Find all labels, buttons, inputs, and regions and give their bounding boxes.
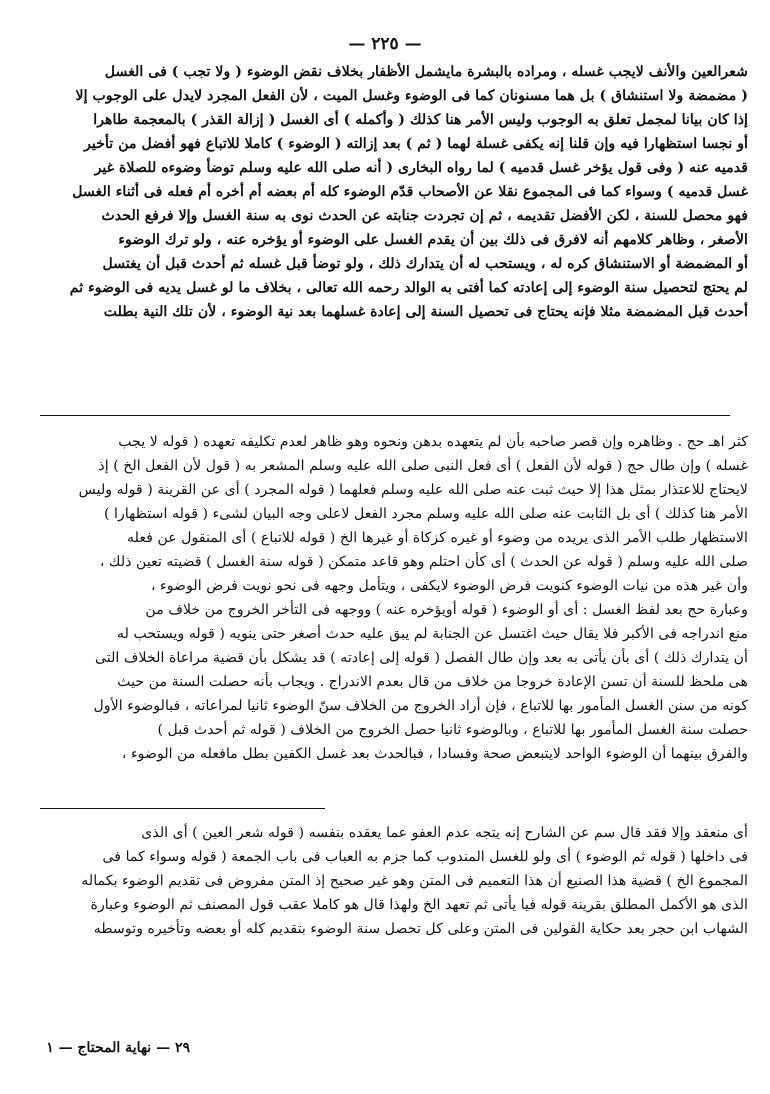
text-line: كثر اهـ حج . وظاهره وإن قصر صاحبه بأن لم يتعهده بدهن ونحوه وهو ظاهر لعدم تكليفه تعهده ( قوله لا يجب [118,434,748,450]
text-line: أو المضمضة أو الاستنشاق كره له ، ويستحب له أن يتدارك ذلك ، ولو توضأ قبل غسله ثم أحدث قبل أن يغتسل [102,256,748,272]
text-line: فهو محصل للسنة ، لكن الأفضل تقديمه ، ثم إن تجردت جنابته عن الحدث نوى به سنة الغسل وإلا فرفع الحدث [101,208,748,224]
text-line: الأمر هنا كذلك ) أى بل الثابت عنه صلى الله عليه وسلم مجرد الفعل لاعلى وجه البيان لشىء ( قوله استظهارا ) [104,506,748,522]
text-line: صلى الله عليه وسلم ( قوله عن الحدث ) أى كأن احتلم وهو قاعد متمكن ( قوله سنة الغسل ) قضيته تعين ذلك ، [99,554,748,570]
commentary-second [22,821,748,941]
footer-signature: ٢٩ — نهاية المحتاج — ١ [46,1040,190,1056]
text-line: أحدث قبل المضمضة مثلا فإنه يحتاج فى تحصيل السنة إلى إعادة غسلهما بعد نية الوضوء ، لأن تلك النية بطلت [103,304,748,320]
commentary-first [22,430,748,766]
text-line: الاستظهار طلب الأمر الذى يريده من وضوء أو غيره كزكاة أو غيرها الخ ( قوله للاتباع ) أى المنقول عن فعله [127,530,748,546]
page-number: — ٢٢٥ — [348,34,422,54]
text-line: والفرق بينهما أن الوضوء الواحد لايتبعض صحة وفسادا ، فبالحدث بعد غسل الكفين بطل مافعله من الوضوء ، [121,746,748,762]
text-line: أو نجسا استظهارا فيه وإن قلنا إنه يكفى غسلة لهما ( ثم ) بعد إزالته ( الوضوء ) كاملا للاتباع فهو أفضل من تأخير [84,136,748,152]
text-line: المجموع الخ ) قضية هذا الصنيع أن هذا التعميم فى المتن وهو غير صحيح إذ المتن مفروض فى تقديم الوضوء بكماله [81,873,748,889]
text-line: أى منعقد وإلا فقد قال سم عن الشارح إنه يتجه عدم العفو عما يعقده بنفسه ( قوله شعر العين ) أى الذى [141,825,748,841]
text-line: لايحتاج للاعتذار بمثل هذا إلا حيث ثبت عنه صلى الله عليه وسلم فعلهما ( قوله المجرد ) أى عن القرينة ( قوله وليس [78,482,748,498]
text-line: غسل قدميه ) وسواء كما فى المجموع نقلا عن الأصحاب قدّم الوضوء كله أم بعضه أم أخره أم فعله فى أثناء الغسل [72,184,748,200]
text-line: قدميه عنه ( وفى قول يؤخر غسل قدميه ) لما رواه البخارى ( أنه صلى الله عليه وسلم توضأ وضوءه للصلاة غير [94,160,748,176]
text-line: شعرالعين والأنف لايجب غسله ، ومراده بالبشرة مايشمل الأظفار بخلاف نقض الوضوء ( ولا تجب ) فى الغسل [104,64,748,80]
text-line: منع اندراجه فى الأكبر فلا يقال حيث اغتسل عن الجنابة لم يبق عليه حدث أصغر حتى ينويه ( قوله ويستحب له [117,626,748,642]
section-divider [40,808,325,809]
text-line: أن يتدارك ذلك ) أى بأن يأتى به بعد وإن طال الفصل ( قوله إلى إعادته ) قد يشكل بأن قضية مراعاة الخلاف التى [94,650,748,666]
text-line: الشهاب ابن حجر بعد حكاية القولين فى المتن وعلى كل تحصل سنة الوضوء بتقديم كله أو بعضه وتأخيره وتوسطه [93,921,748,937]
text-line: الأصغر ، وظاهر كلامهم أنه لافرق فى ذلك بين أن يقدم الغسل على الوضوء أو يؤخره عنه ، ولو ترك الوضوء [118,232,748,248]
section-divider [40,415,730,416]
text-line: فى داخلها ( قوله ثم الوضوء ) أى ولو للغسل المندوب كما جزم به العباب فى باب الجمعة ( قوله وسواء كما فى [102,849,748,865]
text-line: كونه من سنن الغسل المأمور بها للاتباع ، فإن أراد الخروج من الخلاف سنّ الوضوء ثانيا لمراعاته ، فبالوضوء الأول [93,698,748,714]
text-line: وعبارة حج بعد لفظ الغسل : أى أو الوضوء ( قوله أويؤخره عنه ) ووجهه فى التأخر الخروج من خلاف من [145,602,748,618]
text-line: لم يحتج لتحصيل سنة الوضوء إلى إعادته كما أفتى به الوالد رحمه الله تعالى ، بخلاف ما لو غسل يديه فى الوضوء ثم [69,280,748,296]
text-line: ( مضمضة ولا استنشاق ) بل هما مسنونان كما فى الوضوء وغسل الميت ، لأن الفعل المجرد لايدل على الوجوب إلا [75,88,748,104]
text-line: وأن غير هذه من نيات الوضوء كنويت فرض الوضوء لايكفى ، ويتأمل وجهه فى نحو نويت فرض الوضوء ، [150,578,748,594]
text-line: الذى هو الأكمل المطلق بقرينة قوله فيا يأتى ثم تعهد الخ ولهذا قال هو كاملا عقب قول المصنف ثم الوضوء وعبارة [90,897,748,913]
text-line: هى ملحظ للسنة أن تسن الإعادة خروجا من خلاف من قال بعدم الاندراج . ويجاب بأنه حصلت السنة من حيث [117,674,748,690]
text-line: حصلت سنة الغسل المأمور بها للاتباع ، وبالوضوء ثانيا حصل الخروج من الخلاف ( قوله ثم أحدث قبل ) [157,722,748,738]
text-line: غسله ) وإن طال حج ( قوله لأن الفعل ) أى فعل النبى صلى الله عليه وسلم المشعر به ( قول لأن الفعل الخ ) إذ [98,458,748,474]
text-line: إذا كان بيانا لمجمل تعلق به الوجوب وليس الأمر هنا كذلك ( وأكمله ) أى الغسل ( إزالة القذر ) بالمعجمة طاهرا [93,112,748,128]
main-text [22,60,748,324]
